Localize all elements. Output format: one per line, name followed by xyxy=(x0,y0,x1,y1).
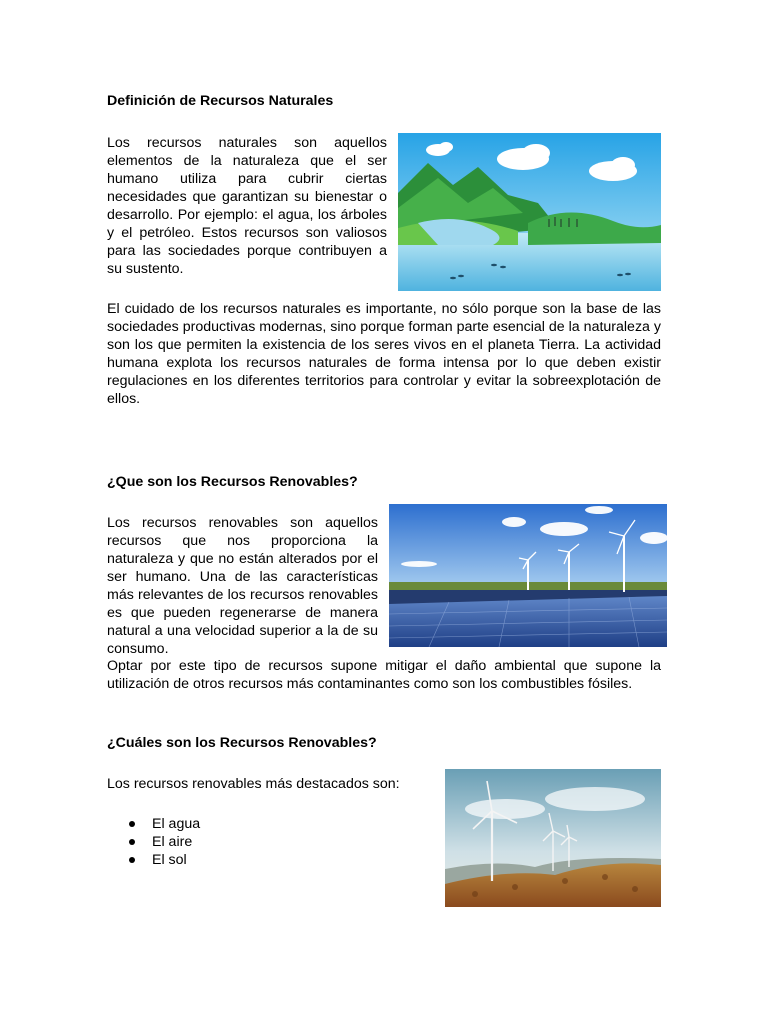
bullet-icon xyxy=(129,857,135,863)
bullet-icon xyxy=(129,821,135,827)
heading-que-son: ¿Que son los Recursos Renovables? xyxy=(107,474,358,490)
list-item: El agua xyxy=(107,815,200,833)
solar-panels-wind-turbines-image xyxy=(389,504,667,647)
paragraph-que-son-body: Optar por este tipo de recursos supone mitigar el daño ambiental que supone la utilización de otros recursos más contaminantes como son los combustibles fósiles. xyxy=(107,658,661,692)
heading-cuales-son: ¿Cuáles son los Recursos Renovables? xyxy=(107,735,377,751)
paragraph-cuales-son-intro: Los recursos renovables más destacados son: xyxy=(107,776,400,792)
heading-definicion: Definición de Recursos Naturales xyxy=(107,93,334,109)
wind-turbines-hill-image xyxy=(445,769,661,907)
nature-landscape-image xyxy=(398,133,661,291)
renewables-list xyxy=(107,815,200,869)
list-item: El aire xyxy=(107,833,200,851)
paragraph-definicion-intro: Los recursos naturales son aquellos elementos de la naturaleza que el ser humano utiliza para cubrir ciertas necesidades que garantizan su bienestar o desarrollo. Por ejemplo: el agua, los árboles y el petróleo. Estos recursos son valiosos para las sociedades porque contribuyen a su sustento. xyxy=(107,135,387,277)
paragraph-que-son-intro: Los recursos renovables son aquellos recursos que nos proporciona la naturaleza y que no están alterados por el ser humano. Una de las características más relevantes de los recursos renovables es que pueden regenerarse de manera natural a una velocidad superior a la de su consumo. xyxy=(107,515,378,657)
paragraph-definicion-body: El cuidado de los recursos naturales es importante, no sólo porque son la base de las sociedades productivas modernas, sino porque forman parte esencial de la naturaleza y son los que permiten la existencia de los seres vivos en el planeta Tierra. La actividad humana explota los recursos naturales de forma intensa por lo que deben existir regulaciones en los diferentes territorios para controlar y evitar la sobreexplotación de ellos. xyxy=(107,301,661,407)
bullet-icon xyxy=(129,839,135,845)
list-item: El sol xyxy=(107,851,200,869)
